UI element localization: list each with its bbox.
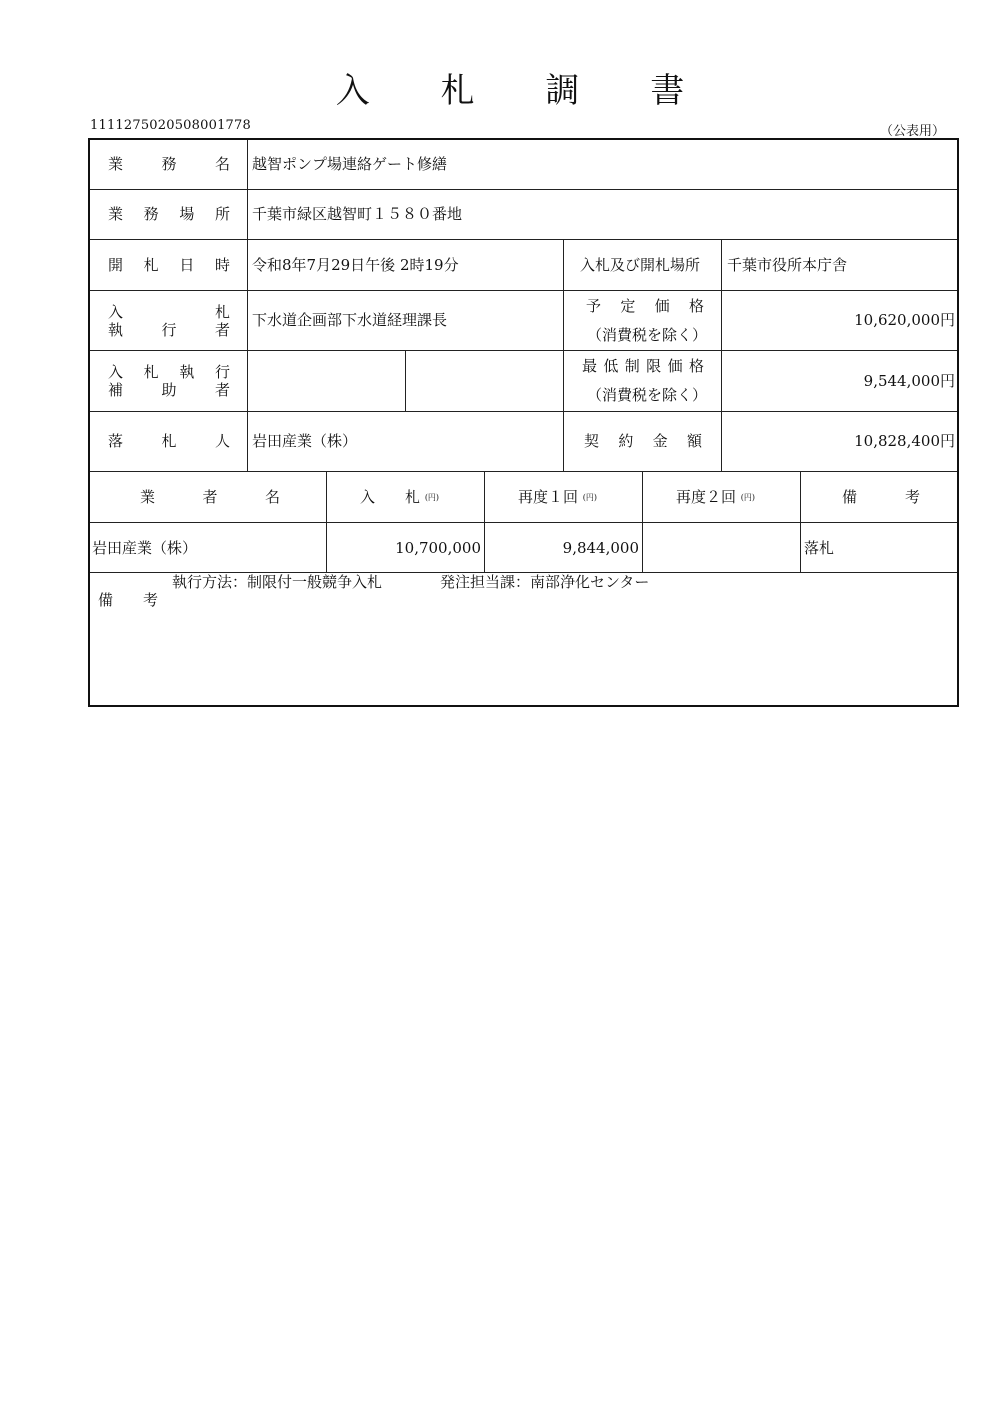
header-company-name: 業 者 名: [140, 488, 280, 506]
label-minimum-price: 最 低 制 限 価 格: [582, 357, 704, 375]
label-winning-bidder: 落 札 人: [108, 432, 230, 450]
label-executor-line2: 執 行 者: [108, 321, 230, 339]
label-contract-amount: 契 約 金 額: [584, 432, 702, 450]
header-bid: 入 札 (円): [360, 488, 440, 506]
label-excl-tax: （消費税を除く）: [587, 326, 708, 344]
label-opening-place: 入札及び開札場所: [580, 256, 701, 274]
value-opening-place: 千葉市役所本庁舎: [727, 256, 848, 274]
label-executor-line1: 入 札: [108, 303, 230, 321]
row-bid: 10,700,000: [395, 539, 481, 557]
label-planned-price: 予 定 価 格: [586, 297, 704, 315]
header-rebid-1: 再度１回 (円): [518, 488, 598, 506]
value-winning-bidder: 岩田産業（株）: [252, 432, 358, 450]
bid-record-form: [88, 138, 959, 707]
value-contract-amount: 10,828,400円: [854, 432, 955, 450]
label-remarks: 備 考: [98, 591, 158, 609]
row-company: 岩田産業（株）: [92, 539, 198, 557]
value-business-name: 越智ポンプ場連絡ゲート修繕: [252, 155, 448, 173]
document-title: 入 札 調 書: [335, 71, 715, 111]
value-minimum-price: 9,544,000円: [863, 372, 955, 390]
label-opening-datetime: 開 札 日 時: [108, 256, 230, 274]
remarks-method: 執行方法：制限付一般競争入札: [172, 573, 383, 591]
remarks-department: 発注担当課：南部浄化センター: [440, 573, 650, 591]
value-opening-datetime: 令和8年7月29日午後 2時19分: [252, 256, 459, 274]
public-use-label: （公表用）: [880, 124, 946, 139]
label-assistant-line2: 補 助 者: [108, 381, 230, 399]
label-excl-tax-2: （消費税を除く）: [587, 386, 708, 404]
header-remarks: 備 考: [842, 488, 920, 506]
value-business-location: 千葉市緑区越智町１５８０番地: [252, 205, 463, 223]
document-number: 1111275020508001778: [90, 118, 251, 133]
row-rebid-1: 9,844,000: [562, 539, 639, 557]
label-assistant-line1: 入 札 執 行: [108, 363, 230, 381]
header-rebid-2: 再度２回 (円): [676, 488, 756, 506]
label-business-name: 業 務 名: [108, 155, 230, 173]
row-remarks: 落札: [804, 539, 835, 557]
value-executor: 下水道企画部下水道経理課長: [252, 311, 448, 329]
label-business-location: 業 務 場 所: [108, 205, 230, 223]
value-planned-price: 10,620,000円: [854, 311, 955, 329]
